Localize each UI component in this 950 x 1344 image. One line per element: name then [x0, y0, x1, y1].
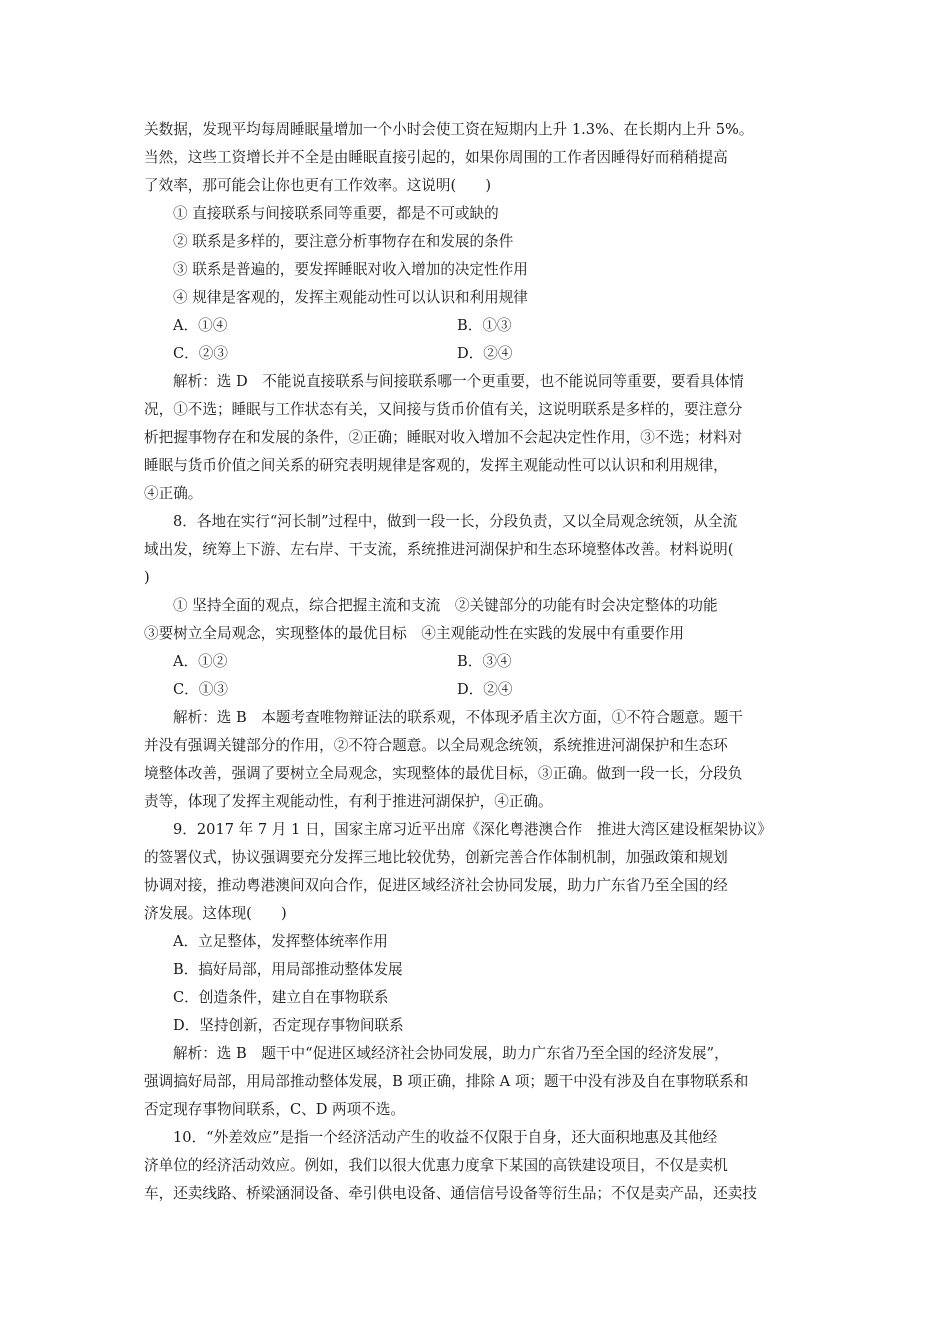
- option-b: B．搞好局部，用局部推动整体发展: [173, 961, 403, 978]
- question-7-analysis-line: 析把握事物存在和发展的条件，②正确；睡眠对收入增加不会起决定性作用，③不选；材料对: [144, 429, 743, 446]
- option-c: C．创造条件，建立自在事物联系: [173, 989, 389, 1006]
- question-7-analysis-line: 况，①不选；睡眠与工作状态有关，又间接与货币价值有关，这说明联系是多样的，要注意分: [144, 401, 743, 418]
- question-10: [144, 1124, 814, 1208]
- option-a: A．①②: [173, 653, 228, 670]
- question-8-analysis-line: 境整体改善，强调了要树立全局观念，实现整体的最优目标，③正确。做到一段一长，分段负: [144, 765, 743, 782]
- question-7-statement: ④ 规律是客观的，发挥主观能动性可以认识和利用规律: [173, 289, 528, 306]
- question-9-analysis-line: 解析：选 B 题干中“促进区域经济社会协同发展，助力广东省乃至全国的经济发展”，: [173, 1045, 729, 1062]
- question-7-lead-line: 当然，这些工资增长并不全是由睡眠直接引起的，如果你周围的工作者因睡得好而稍稍提高: [144, 149, 728, 166]
- question-10-stem-line: 10．“外差效应”是指一个经济活动产生的收益不仅限于自身，还大面积地惠及其他经: [173, 1129, 718, 1146]
- option-a: A．立足整体，发挥整体统率作用: [173, 933, 388, 950]
- question-9-stem-line: 的签署仪式，协议强调要充分发挥三地比较优势，创新完善合作体制机制，加强政策和规划: [144, 849, 728, 866]
- document-page: [144, 116, 814, 1208]
- question-7-statement: ③ 联系是普遍的，要发挥睡眠对收入增加的决定性作用: [173, 261, 528, 278]
- question-9: [144, 816, 814, 1124]
- option-d: D．②④: [457, 345, 513, 362]
- question-7-lead-line: 了效率，那可能会让你也更有工作效率。这说明( ): [144, 177, 492, 194]
- option-b: B．①③: [457, 317, 512, 334]
- question-8-stem-line: 域出发，统筹上下游、左右岸、干支流，系统推进河湖保护和生态环境整体改善。材料说明(: [144, 541, 734, 558]
- option-d: D．②④: [457, 681, 513, 698]
- question-8: [144, 508, 814, 816]
- question-7-statement: ② 联系是多样的，要注意分析事物存在和发展的条件: [173, 233, 514, 250]
- question-7-lead-line: 关数据，发现平均每周睡眠量增加一个小时会使工资在短期内上升 1.3%、在长期内上升 5%。: [144, 121, 754, 138]
- option-c: C．①③: [173, 681, 228, 698]
- question-8-statement: ③要树立全局观念，实现整体的最优目标 ④主观能动性在实践的发展中有重要作用: [144, 625, 684, 642]
- question-7-analysis-line: 解析：选 D 不能说直接联系与间接联系哪一个更重要，也不能说同等重要，要看具体情: [173, 373, 744, 390]
- question-8-stem-line: 8．各地在实行“河长制”过程中，做到一段一长，分段负责，又以全局观念统领，从全流: [173, 513, 738, 530]
- question-8-options-row: [144, 676, 814, 704]
- question-7-options-row: [144, 312, 814, 340]
- question-7-analysis-line: ④正确。: [144, 485, 203, 502]
- question-9-analysis-line: 强调搞好局部，用局部推动整体发展，B 项正确，排除 A 项；题干中没有涉及自在事物联系和: [144, 1073, 749, 1090]
- option-d: D．坚持创新，否定现存事物间联系: [173, 1017, 404, 1034]
- question-8-stem-line: ): [144, 569, 150, 586]
- question-10-stem-line: 济单位的经济活动效应。例如，我们以很大优惠力度拿下某国的高铁建设项目，不仅是卖机: [144, 1157, 728, 1174]
- question-7-analysis-line: 睡眠与货币价值之间关系的研究表明规律是客观的，发挥主观能动性可以认识和利用规律，: [144, 457, 728, 474]
- question-8-statement: ① 坚持全面的观点，综合把握主流和支流 ②关键部分的功能有时会决定整体的功能: [173, 597, 718, 614]
- question-8-analysis-line: 解析：选 B 本题考查唯物辩证法的联系观，不体现矛盾主次方面，①不符合题意。题干: [173, 709, 743, 726]
- question-8-options-row: [144, 648, 814, 676]
- question-8-analysis-line: 并没有强调关键部分的作用，②不符合题意。以全局观念统领，系统推进河湖保护和生态环: [144, 737, 728, 754]
- question-9-stem-line: 协调对接，推动粤港澳间双向合作，促进区域经济社会协同发展，助力广东省乃至全国的经: [144, 877, 728, 894]
- option-a: A．①④: [173, 317, 228, 334]
- question-7: [144, 116, 814, 508]
- option-b: B．③④: [457, 653, 512, 670]
- question-7-statement: ① 直接联系与间接联系同等重要，都是不可或缺的: [173, 205, 499, 222]
- option-c: C．②③: [173, 345, 228, 362]
- question-7-options-row: [144, 340, 814, 368]
- question-10-stem-line: 车，还卖线路、桥梁涵洞设备、牵引供电设备、通信信号设备等衍生品；不仅是卖产品，还卖技: [144, 1185, 757, 1202]
- question-8-analysis-line: 责等，体现了发挥主观能动性，有利于推进河湖保护，④正确。: [144, 793, 553, 810]
- question-9-stem-line: 济发展。这体现( ): [144, 905, 287, 922]
- question-9-analysis-line: 否定现存事物间联系，C、D 两项不选。: [144, 1101, 406, 1118]
- question-9-stem-line: 9．2017 年 7 月 1 日，国家主席习近平出席《深化粤港澳合作 推进大湾区建设框架协议》: [173, 821, 772, 838]
